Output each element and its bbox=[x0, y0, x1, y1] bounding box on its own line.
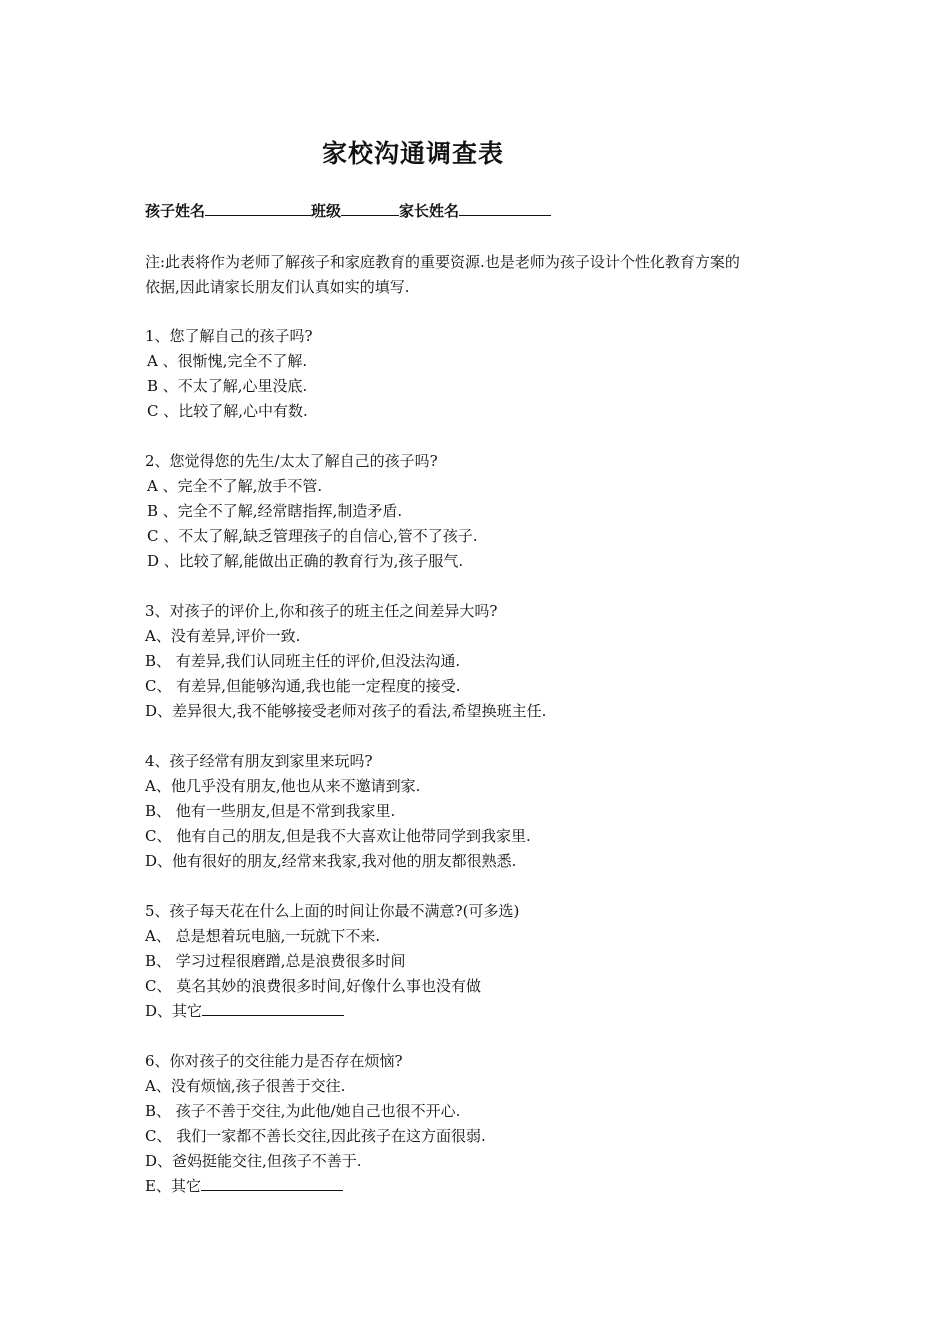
child-name-blank[interactable] bbox=[205, 201, 311, 216]
option-a: A、没有烦恼,孩子很善于交往. bbox=[145, 1077, 346, 1095]
option-a: A、没有差异,评价一致. bbox=[145, 627, 301, 645]
option-other bbox=[145, 999, 825, 1024]
option-d: D 、比较了解,能做出正确的教育行为,孩子服气. bbox=[147, 552, 464, 570]
option-other-label: E、其它 bbox=[145, 1177, 201, 1195]
question-1 bbox=[145, 324, 825, 424]
option-b: B 、不太了解,心里没底. bbox=[147, 377, 308, 395]
question-text: 6、你对孩子的交往能力是否存在烦恼? bbox=[145, 1052, 403, 1070]
option-b: B、 孩子不善于交往,为此他/她自己也很不开心. bbox=[145, 1102, 461, 1120]
document-title: 家校沟通调查表 bbox=[321, 139, 504, 168]
question-text: 3、对孩子的评价上,你和孩子的班主任之间差异大吗? bbox=[145, 602, 498, 620]
question-list bbox=[145, 324, 825, 1224]
other-blank[interactable] bbox=[202, 1001, 344, 1016]
question-text: 4、孩子经常有朋友到家里来玩吗? bbox=[145, 752, 373, 770]
option-other bbox=[145, 1174, 825, 1199]
question-2 bbox=[145, 449, 825, 574]
question-5 bbox=[145, 899, 825, 1024]
option-c: C、 我们一家都不善长交往,因此孩子在这方面很弱. bbox=[145, 1127, 486, 1145]
note-paragraph bbox=[145, 250, 825, 300]
note-line: 依据,因此请家长朋友们认真如实的填写. bbox=[145, 278, 410, 296]
question-4 bbox=[145, 749, 825, 874]
option-a: A 、很惭愧,完全不了解. bbox=[147, 352, 308, 370]
option-other-label: D、其它 bbox=[145, 1002, 203, 1020]
question-text: 2、您觉得您的先生/太太了解自己的孩子吗? bbox=[145, 452, 438, 470]
class-label: 班级 bbox=[311, 202, 342, 220]
question-text: 1、您了解自己的孩子吗? bbox=[145, 327, 313, 345]
option-c: C、 莫名其妙的浪费很多时间,好像什么事也没有做 bbox=[145, 977, 482, 995]
note-line: 注:此表将作为老师了解孩子和家庭教育的重要资源.也是老师为孩子设计个性化教育方案的 bbox=[145, 253, 740, 271]
option-d: D、差异很大,我不能够接受老师对孩子的看法,希望换班主任. bbox=[145, 702, 547, 720]
option-b: B 、完全不了解,经常瞎指挥,制造矛盾. bbox=[147, 502, 403, 520]
option-c: C 、不太了解,缺乏管理孩子的自信心,管不了孩子. bbox=[147, 527, 478, 545]
question-text: 5、孩子每天花在什么上面的时间让你最不满意?(可多选) bbox=[145, 902, 520, 920]
parent-name-blank[interactable] bbox=[459, 201, 551, 216]
option-b: B、 有差异,我们认同班主任的评价,但没法沟通. bbox=[145, 652, 461, 670]
parent-name-label: 家长姓名 bbox=[399, 202, 460, 220]
class-blank[interactable] bbox=[341, 201, 399, 216]
option-a: A 、完全不了解,放手不管. bbox=[147, 477, 323, 495]
option-a: A、 总是想着玩电脑,一玩就下不来. bbox=[145, 927, 381, 945]
option-a: A、他几乎没有朋友,他也从来不邀请到家. bbox=[145, 777, 421, 795]
option-d: D、他有很好的朋友,经常来我家,我对他的朋友都很熟悉. bbox=[145, 852, 517, 870]
option-d: D、爸妈挺能交往,但孩子不善于. bbox=[145, 1152, 362, 1170]
question-6 bbox=[145, 1049, 825, 1199]
child-name-label: 孩子姓名 bbox=[145, 202, 206, 220]
question-3 bbox=[145, 599, 825, 724]
option-c: C、 他有自己的朋友,但是我不大喜欢让他带同学到我家里. bbox=[145, 827, 531, 845]
option-b: B、 学习过程很磨蹭,总是浪费很多时间 bbox=[145, 952, 406, 970]
option-c: C、 有差异,但能够沟通,我也能一定程度的接受. bbox=[145, 677, 461, 695]
info-line bbox=[145, 200, 551, 221]
other-blank[interactable] bbox=[201, 1176, 343, 1191]
option-b: B、 他有一些朋友,但是不常到我家里. bbox=[145, 802, 396, 820]
option-c: C 、比较了解,心中有数. bbox=[147, 402, 308, 420]
